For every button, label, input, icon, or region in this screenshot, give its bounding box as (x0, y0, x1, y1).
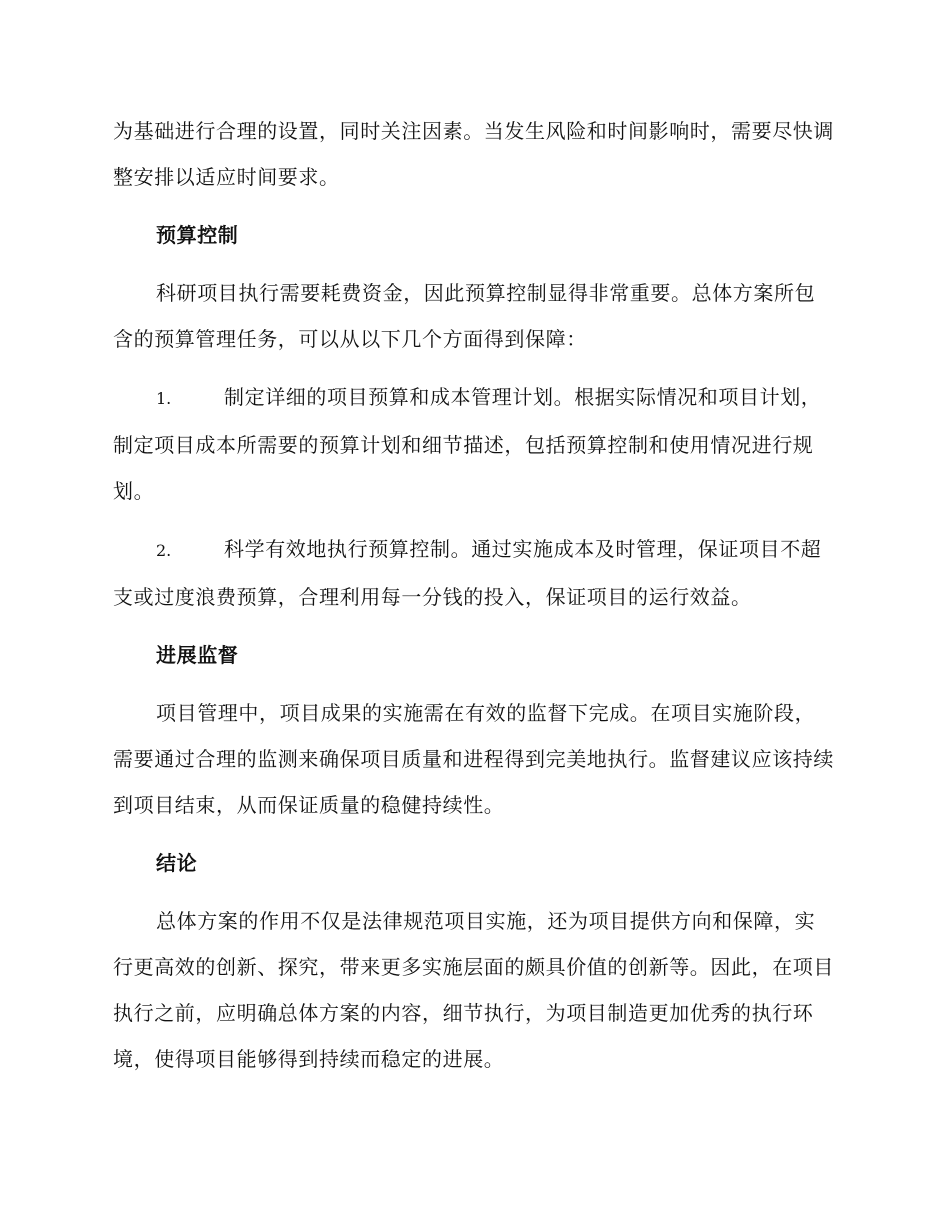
progress-supervision-paragraph: 项目管理中，项目成果的实施需在有效的监督下完成。在项目实施阶段，需要通过合理的监测来确保项目质量和进程得到完美地执行。监督建议应该持续到项目结束，从而保证质量的稳健持续性。 (113, 701, 834, 817)
document-body (113, 108, 835, 1082)
section-heading-progress-supervision: 进展监督 (156, 643, 239, 667)
section-heading-budget-control: 预算控制 (156, 223, 239, 247)
budget-list-item-2 (113, 526, 835, 620)
budget-list-item-1 (113, 374, 835, 514)
list-number: 1. (156, 389, 172, 408)
list-item-text: 科学有效地执行预算控制。通过实施成本及时管理，保证项目不超支或过度浪费预算，合理利用每一分钱的投入，保证项目的运行效益。 (113, 537, 822, 609)
conclusion-paragraph: 总体方案的作用不仅是法律规范项目实施，还为项目提供方向和保障，实行更高效的创新、探究，带来更多实施层面的颇具价值的创新等。因此，在项目执行之前，应明确总体方案的内容，细节执行，为项目制造更加优秀的执行环境，使得项目能够得到持续而稳定的进展。 (113, 909, 834, 1071)
list-item-text: 制定详细的项目预算和成本管理计划。根据实际情况和项目计划，制定项目成本所需要的预算计划和细节描述，包括预算控制和使用情况进行规划。 (113, 385, 822, 503)
section-heading-conclusion: 结论 (156, 851, 198, 875)
list-number: 2. (156, 541, 172, 560)
budget-control-paragraph: 科研项目执行需要耗费资金，因此预算控制显得非常重要。总体方案所包含的预算管理任务，可以从以下几个方面得到保障： (113, 281, 816, 351)
intro-paragraph: 为基础进行合理的设置，同时关注因素。当发生风险和时间影响时，需要尽快调整安排以适应时间要求。 (113, 119, 834, 189)
